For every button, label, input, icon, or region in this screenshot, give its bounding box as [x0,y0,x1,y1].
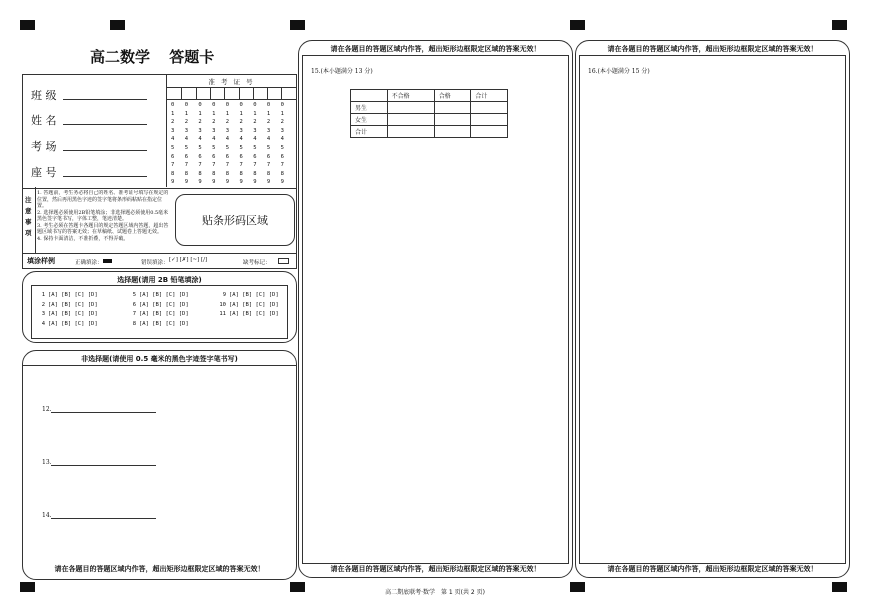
choice-question-row[interactable] [35,292,98,298]
question-12-label: 12. [42,406,52,413]
exam-id-digit-bubble[interactable]: 7 [184,162,188,169]
boundary-warning-top: 请在各题目的答题区域内作答，超出矩形边框限定区域的答案无效！ [607,45,818,53]
field-label-seat: 座 号 [31,166,57,179]
seat-field[interactable] [63,176,147,177]
exam-id-digit-column [267,101,270,187]
nonchoice-section [22,350,297,580]
choice-option-bubbles[interactable]: [A] [B] [C] [D] [229,301,279,308]
exam-id-digit-bubble[interactable]: 2 [266,119,271,126]
notice-char: 注 [25,196,32,204]
registration-mark [110,20,125,30]
exam-id-digit-bubble[interactable]: 5 [266,144,271,151]
exam-id-digit-bubble[interactable]: 8 [253,170,257,177]
exam-id-digit-bubble[interactable]: 7 [212,162,216,169]
exam-id-digit-bubble[interactable]: 8 [239,170,243,177]
exam-id-digit-column [212,101,215,187]
exam-id-digit-bubble[interactable]: 9 [280,179,284,186]
question-15-answer-area[interactable] [302,55,569,564]
notice-item: 4. 保持卡面清洁，不准折叠，不得弄破。 [37,235,129,242]
exam-id-digit-bubble[interactable]: 8 [225,170,230,177]
exam-id-digit-bubble[interactable]: 1 [280,110,284,117]
exam-id-digit-bubble[interactable]: 3 [239,127,243,134]
exam-id-digit-bubble[interactable]: 5 [184,144,188,151]
exam-id-digit-bubble[interactable]: 5 [253,144,257,151]
question-16-number: 16. [588,68,598,75]
exam-id-digit-bubble[interactable]: 9 [266,179,271,186]
question-13-label: 13. [42,459,52,466]
choice-question-row[interactable] [35,302,98,308]
exam-id-digit-bubble[interactable]: 3 [266,127,271,134]
room-field[interactable] [63,150,147,151]
notice-char: 项 [25,229,32,237]
registration-mark [832,20,847,30]
page-footer: 高二期底联考·数学 第 1 页(共 2 页) [385,589,485,596]
exam-id-digit-bubble[interactable]: 7 [225,162,230,169]
choice-option-bubbles[interactable]: [A] [B] [C] [D] [139,301,189,308]
exam-id-digit-bubble[interactable]: 9 [253,179,257,186]
exam-id-digit-bubble[interactable]: 0 [253,102,257,108]
exam-id-digit-bubble[interactable]: 3 [198,127,202,134]
question-12-answer-line[interactable] [51,412,156,413]
exam-id-digit-bubble[interactable]: 6 [239,153,243,160]
boundary-warning-bottom: 请在各题目的答题区域内作答，超出矩形边框限定区域的答案无效！ [607,565,818,573]
question-16-note: (本小题满分 15 分) [597,68,650,75]
nonchoice-divider [23,365,296,366]
exam-id-digit-bubble[interactable]: 0 [198,102,202,108]
notice-panel [22,187,297,254]
exam-id-digit-bubble[interactable]: 6 [184,153,188,160]
exam-id-digit-bubble[interactable]: 3 [212,127,216,134]
choice-option-bubbles[interactable]: [A] [B] [C] [D] [139,311,189,317]
exam-id-digit-bubble[interactable]: 1 [212,110,216,117]
registration-mark [20,582,35,592]
table-row-label: 女生 [351,114,388,126]
field-label-room: 考 场 [31,140,57,153]
table-cell[interactable] [387,114,434,126]
choice-question-number: 8 [132,320,136,327]
choice-question-row[interactable] [216,302,279,308]
exam-id-digit-bubble[interactable]: 2 [280,119,284,126]
boundary-warning-bottom: 请在各题目的答题区域内作答，超出矩形边框限定区域的答案无效！ [330,565,541,573]
exam-id-digit-bubble[interactable]: 2 [198,119,202,126]
choice-question-number: 4 [41,320,45,327]
name-field[interactable] [63,124,147,125]
exam-id-digit-column [253,101,256,187]
question-14-label: 14. [42,512,52,519]
exam-id-divider [167,87,296,88]
question-15-panel [298,40,573,578]
exam-id-digit-bubble[interactable]: 0 [266,102,271,108]
exam-id-digit-bubble[interactable]: 4 [171,136,175,143]
exam-id-digit-bubble[interactable]: 1 [171,110,175,117]
exam-id-digit-bubble[interactable]: 3 [184,127,188,134]
exam-id-digit-bubble[interactable]: 5 [212,144,216,151]
wrong-mark-slash: [/] [200,257,208,263]
fill-example-label: 填涂样例 [27,257,55,265]
table-row-label: 合计 [351,126,388,138]
question-16-heading [588,66,650,75]
wrong-mark-cross: [✗] [179,257,189,263]
student-info-panel [22,74,297,189]
exam-id-digit-column [185,101,188,187]
choice-question-number: 9 [222,292,226,298]
exam-id-digit-bubble[interactable]: 6 [198,153,202,160]
exam-id-digit-column [198,101,201,187]
exam-id-digit-bubble[interactable]: 6 [280,153,284,160]
exam-id-column-divider [181,87,182,99]
table-row [351,102,508,114]
table-cell[interactable] [471,126,508,138]
registration-mark [832,582,847,592]
question-15-heading [311,66,373,75]
exam-id-digit-bubble[interactable]: 9 [212,179,216,186]
table-header-cell [351,90,388,102]
table-cell[interactable] [434,126,471,138]
field-label-name: 姓 名 [31,114,57,127]
exam-id-digit-bubble[interactable]: 4 [253,136,257,143]
table-cell[interactable] [434,114,471,126]
registration-mark [290,20,305,30]
exam-id-column-divider [281,87,282,99]
exam-id-digit-bubble[interactable]: 2 [171,119,175,126]
table-row [351,114,508,126]
exam-id-digit-bubble[interactable]: 9 [184,179,188,186]
exam-id-digit-bubble[interactable]: 0 [212,102,216,108]
choice-question-number: 2 [41,301,45,308]
exam-id-digit-bubble[interactable]: 4 [198,136,202,143]
exam-id-digit-column [226,101,229,187]
boundary-warning-top: 请在各题目的答题区域内作答，超出矩形边框限定区域的答案无效！ [330,45,541,53]
table-cell[interactable] [471,114,508,126]
exam-id-column-divider [224,87,225,99]
question-15-note: (本小题满分 13 分) [320,68,373,75]
field-label-class: 班 级 [31,89,57,102]
choice-question-row[interactable] [126,321,189,327]
choice-question-number: 1 [41,292,45,298]
exam-id-digit-bubble[interactable]: 5 [225,144,230,151]
exam-id-digit-bubble[interactable]: 2 [239,119,243,126]
notice-char: 意 [25,207,32,215]
exam-id-digit-bubble[interactable]: 1 [266,110,271,117]
exam-id-digit-bubble[interactable]: 2 [225,119,230,126]
exam-id-digit-bubble[interactable]: 0 [280,102,284,108]
exam-id-digit-bubble[interactable]: 7 [266,162,271,169]
exam-id-digit-column [240,101,243,187]
exam-id-digit-bubble[interactable]: 8 [280,170,284,177]
choice-question-row[interactable] [126,311,189,317]
notice-item: 2. 选择题必须使用2B铅笔填涂；非选择题必须使用0.5毫米黑色签字笔书写，字体工整，笔迹清楚。 [37,209,169,222]
table-row-label: 男生 [351,102,388,114]
choice-question-row[interactable] [126,302,189,308]
exam-id-digit-bubble[interactable]: 8 [212,170,216,177]
choice-option-bubbles[interactable]: [A] [B] [C] [D] [48,292,98,298]
registration-mark [570,20,585,30]
exam-id-digit-bubble[interactable]: 8 [266,170,271,177]
exam-id-digit-bubble[interactable]: 4 [184,136,188,143]
correct-fill-mark [103,259,112,263]
question-13-answer-line[interactable] [51,465,156,466]
exam-id-digit-bubble[interactable]: 7 [239,162,243,169]
exam-id-digit-bubble[interactable]: 0 [184,102,188,108]
wrong-fill-label: 错误填涂： [141,260,169,266]
nonchoice-title: 非选择题(请使用 0.5 毫米的黑色字迹签字笔书写) [81,355,238,363]
registration-mark [20,20,35,30]
exam-id-digit-bubble[interactable]: 2 [184,119,188,126]
title-main: 高二数学 [90,48,151,66]
choice-option-bubbles[interactable]: [A] [B] [C] [D] [229,311,279,317]
notice-item: 1. 答题前，考生务必将自己的姓名、准考证号填写在规定的位置，然后再用黑色字迹的签字笔将条形码粘贴在指定位置。 [37,190,169,209]
exam-id-digit-bubble[interactable]: 9 [239,179,243,186]
exam-id-digit-bubble[interactable]: 2 [212,119,216,126]
exam-id-label: 准 考 证 号 [208,78,255,86]
choice-question-row[interactable] [35,311,98,317]
exam-id-digit-bubble[interactable]: 8 [184,170,188,177]
table-header-cell: 合格 [434,90,471,102]
exam-id-digit-bubble[interactable]: 9 [225,179,230,186]
wrong-mark-tilde: [~] [190,257,200,263]
choice-option-bubbles[interactable]: [A] [B] [C] [D] [48,311,98,317]
exam-id-digit-bubble[interactable]: 3 [280,127,284,134]
table-header-cell: 合计 [471,90,508,102]
exam-id-digit-bubble[interactable]: 8 [198,170,202,177]
exam-id-digit-bubble[interactable]: 1 [198,110,202,117]
exam-id-column-divider [253,87,254,99]
table-cell[interactable] [434,102,471,114]
exam-id-digit-bubble[interactable]: 0 [171,102,175,108]
class-field[interactable] [63,99,147,100]
exam-id-digit-bubble[interactable]: 5 [171,144,175,151]
question-14-answer-line[interactable] [51,518,156,519]
exam-id-digit-bubble[interactable]: 1 [225,110,230,117]
exam-id-digit-bubble[interactable]: 0 [239,102,243,108]
exam-id-digit-bubble[interactable]: 7 [171,162,175,169]
table-cell[interactable] [387,126,434,138]
gender-pass-table [350,89,508,138]
exam-id-digit-bubble[interactable]: 7 [198,162,202,169]
choice-question-row[interactable] [216,292,279,298]
choice-question-row[interactable] [216,311,279,317]
notice-char: 事 [25,218,32,226]
exam-id-digit-bubble[interactable]: 5 [198,144,202,151]
exam-id-digit-bubble[interactable]: 6 [253,153,257,160]
wrong-fill-marks [169,257,207,263]
exam-id-digit-bubble[interactable]: 9 [171,179,175,186]
barcode-area-label: 贴条形码区域 [202,214,268,227]
boundary-warning: 请在各题目的答题区域内作答，超出矩形边框限定区域的答案无效！ [54,565,265,573]
exam-id-column-divider [210,87,211,99]
barcode-area [175,194,295,246]
exam-id-digit-bubble[interactable]: 1 [253,110,257,117]
exam-id-digit-bubble[interactable]: 3 [225,127,230,134]
choice-option-bubbles[interactable]: [A] [B] [C] [D] [48,301,98,308]
exam-id-digit-bubble[interactable]: 6 [225,153,230,160]
exam-id-digit-bubble[interactable]: 4 [280,136,284,143]
choice-question-number: 6 [132,301,136,308]
exam-id-digit-bubble[interactable]: 6 [171,153,175,160]
exam-id-column-divider [196,87,197,99]
exam-id-digit-bubble[interactable]: 8 [171,170,175,177]
exam-id-digit-column [171,101,174,187]
table-cell[interactable] [387,102,434,114]
exam-id-digit-bubble[interactable]: 7 [253,162,257,169]
absent-mark-box[interactable] [278,258,289,264]
title-suffix: 答题卡 [169,48,215,66]
choice-question-row[interactable] [126,292,189,298]
exam-id-column-divider [239,87,240,99]
choice-title: 选择题(请用 2B 铅笔填涂) [117,276,202,284]
correct-fill-label: 正确填涂： [75,260,103,266]
question-16-panel [575,40,850,578]
choice-question-number: 5 [132,292,136,298]
page-title [90,46,214,67]
exam-id-digit-bubble[interactable]: 4 [225,136,230,143]
exam-id-column-divider [267,87,268,99]
exam-id-digit-bubble[interactable]: 7 [280,162,284,169]
notice-label [23,187,36,253]
choice-option-bubbles[interactable]: [A] [B] [C] [D] [139,320,189,327]
absent-mark-label: 缺考标记： [243,260,271,266]
exam-id-digit-bubble[interactable]: 4 [239,136,243,143]
exam-id-divider [167,99,296,100]
question-16-answer-area[interactable] [579,55,846,564]
notice-text [37,190,171,252]
table-cell[interactable] [471,102,508,114]
registration-mark [290,582,305,592]
exam-id-digit-bubble[interactable]: 0 [225,102,230,108]
notice-item: 3. 考生必须在答题卡各题目的规定答题区域内答题，超出答题区域书写的答案无效；在草稿纸、试题卷上答题无效。 [37,222,169,235]
choice-option-bubbles[interactable]: [A] [B] [C] [D] [48,320,98,327]
choice-question-number: 10 [219,301,226,308]
table-header-cell: 不合格 [387,90,434,102]
exam-id-digit-bubble[interactable]: 3 [171,127,175,134]
table-row [351,126,508,138]
table-header-row [351,90,508,102]
exam-id-digit-column [281,101,284,187]
choice-question-number: 11 [219,311,226,317]
exam-id-digit-bubble[interactable]: 5 [280,144,284,151]
exam-id-digit-bubble[interactable]: 1 [184,110,188,117]
exam-id-digit-bubble[interactable]: 9 [198,179,202,186]
registration-mark [570,582,585,592]
exam-id-digit-bubble[interactable]: 6 [212,153,216,160]
choice-option-bubbles[interactable]: [A] [B] [C] [D] [139,292,189,298]
exam-id-grid [166,75,296,187]
exam-id-digit-bubble[interactable]: 3 [253,127,257,134]
choice-option-bubbles[interactable]: [A] [B] [C] [D] [229,292,279,298]
fill-example-row [22,253,297,269]
choice-question-number: 3 [41,311,45,317]
exam-id-digit-bubble[interactable]: 5 [239,144,243,151]
choice-question-row[interactable] [35,321,98,327]
exam-id-digit-bubble[interactable]: 4 [266,136,271,143]
exam-id-digit-bubble[interactable]: 4 [212,136,216,143]
question-15-number: 15. [311,68,321,75]
choice-section [22,271,297,343]
exam-id-digit-bubble[interactable]: 1 [239,110,243,117]
wrong-mark-check: [✓] [169,257,178,263]
exam-id-digit-bubble[interactable]: 2 [253,119,257,126]
exam-id-digit-bubble[interactable]: 6 [266,153,271,160]
choice-question-number: 7 [132,311,136,317]
